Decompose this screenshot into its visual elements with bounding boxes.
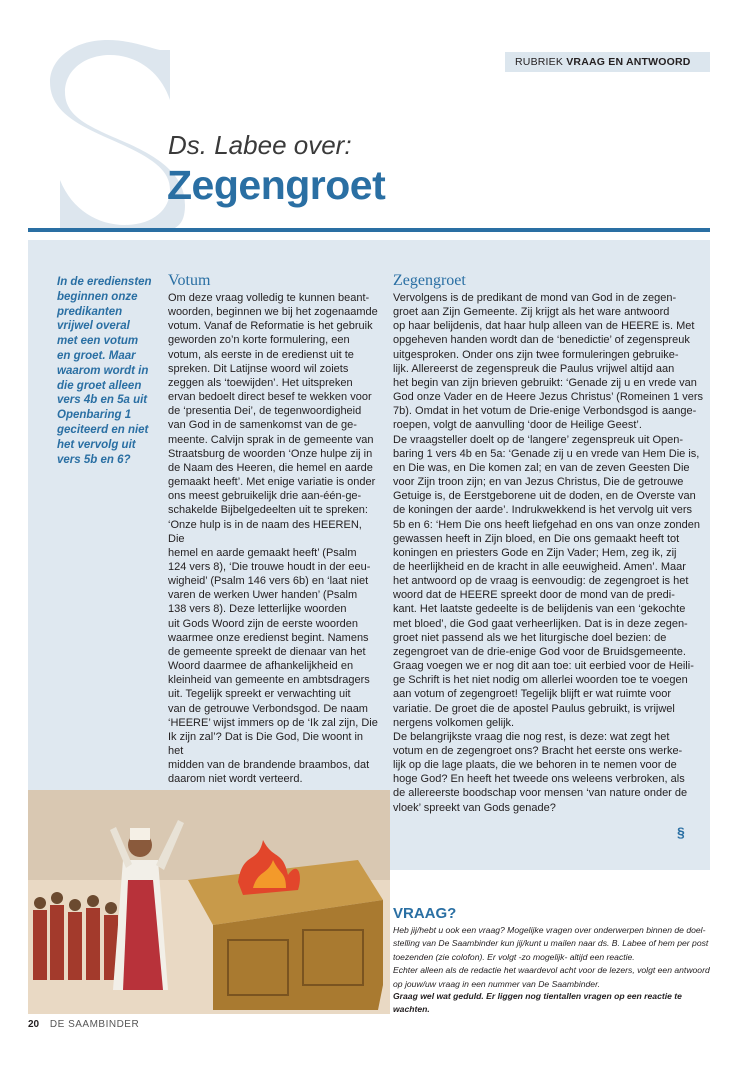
article-subtitle: Ds. Labee over: <box>168 130 352 160</box>
magazine-name: DE SAAMBINDER <box>49 1019 140 1030</box>
page-footer <box>28 1019 139 1030</box>
rubriek-label <box>505 52 710 72</box>
column1-text: Om deze vraag volledig te kunnen beant- woorden, beginnen we bij het zogenaamde votum. Vanaf de Reformatie is het gebruik geworden zo’n korte formulering, een votum, als eerste in de eredienst uit te spreken. Dit Latijnse woord wil zoiets zeggen als ‘toewijden’. Het uitspreken ervan bedoelt direct besef te wekken voor de ‘presentia Dei’, de tegenwoordigheid van God in de samenkomst van de ge- meente. Calvijn sprak in de gemeente van Straatsburg de woorden ‘Onze hulpe zij in de Naam des Heeren, die hemel en aarde gemaakt heeft’. Met enige variatie is onder ons meest gebruikelijk drie aan-één-ge- schakelde Bijbelgedeelten uit te spreken: ‘Onze hulp is in de naam des HEEREN, Die hemel en aarde gemaakt heeft’ (Psalm 124 vers 8), ‘Die trouwe houdt in der eeu- wigheid’ (Psalm 146 vers 6b) en ‘laat niet varen de werken Uwer handen’ (Psalm 138 vers 8). Deze letterlijke woorden uit Gods Woord zijn de eerste woorden waarmee onze eredienst begint. Namens de gemeente spreekt de dienaar van het Woord daarmee de afhankelijkheid en kleinheid van gemeente en ambtsdragers uit. Tegelijk spreekt er verwachting uit van de getrouwe Verbondsgod. De naam ‘HEERE’ wijst immers op de ‘Ik zal zijn, Die Ik zijn zal’? Dat is Die God, Die woont in het midden van de brandende braambos, dat daarom niet wordt verteerd. <box>168 292 378 786</box>
vraag-note: Graag wel wat geduld. Er liggen nog tientallen vragen op een reactie te wachten. <box>393 991 682 1015</box>
rubriek-prefix: RUBRIEK <box>515 56 564 68</box>
vraag-text: Heb jij/hebt u ook een vraag? Mogelijke vragen over onderwerpen binnen de doel- stelling van De Saambinder kun jij/kunt u mailen naar ds. B. Labee of hem per post toezenden (zie colofon). Er volgt -zo mogelijk- altijd een reactie. Echter alleen als de redactie het waardevol acht voor de lezers, volgt een antwoord op jouw/uw vraag in een nummer van De Saambinder. <box>393 925 710 989</box>
title-divider <box>28 228 710 232</box>
rubriek-title: VRAAG EN ANTWOORD <box>566 56 691 68</box>
article-title: Zegengroet <box>167 162 386 208</box>
end-mark-icon: § <box>677 824 685 840</box>
column2-heading: Zegengroet <box>393 272 466 289</box>
column1-heading: Votum <box>168 272 211 289</box>
page-number: 20 <box>28 1019 40 1030</box>
vraag-heading: VRAAG? <box>393 905 457 922</box>
column2-text: Vervolgens is de predikant de mond van God in de zegen- groet aan Zijn Gemeente. Zij krijgt als het ware antwoord op haar belijdenis, dat haar hulp alleen van de HEERE is. Met opgeheven handen wordt dan de ‘benedictie’ of zegenspreuk uitgesproken. Onder ons zijn twee formuleringen gebruike- lijk. Allereerst de zegenspreuk die Paulus vrijwel altijd aan het begin van zijn brieven gebruikt: ‘Genade zij u en vrede van God onze Vader en de Heere Jezus Christus’ (Romeinen 1 vers 7b). Omdat in het votum de Drie-enige Verbondsgod is aange- roepen, volgt de aanvulling ‘door de Heilige Geest’. De vraagsteller doelt op de ‘langere’ zegenspreuk uit Open- baring 1 vers 4b en 5a: ‘Genade zij u en vrede van Hem Die is, en Die was, en Die komen zal; en van de zeven Geesten Die voor Zijn troon zijn; en van Jezus Christus, Die de getrouwe Getuige is, de Eerstgeborene uit de doden, en de Overste van de koningen der aarde’. Indrukwekkend is het vervolg uit vers 5b en 6: ‘Hem Die ons heeft liefgehad en ons van onze zonden gewassen heeft in Zijn bloed, en Die ons gemaakt heeft tot koningen en priesters Gode en Zijn Vader; Hem, zeg ik, zij de heerlijkheid en de kracht in alle eeuwigheid. Amen’. Maar het antwoord op de vraag is eenvoudig: de zegengroet is het woord dat de HEERE spreekt door de mond van de predi- kant. Het laatste gedeelte is de belijdenis van een ‘gekochte met bloed’, die God gaat verheerlijken. Dat is in deze zegen- groet niet passend als we het liturgische doel bezien: de zegengroet van de drie-enige God voor de Bruidsgemeente. Graag voegen we er nog dit aan toe: uit eerbied voor de Heili- ge Schrift is het niet nodig om allerlei woorden toe te voegen aan votum of zegengroet! Tegelijk blijft er wat ruimte voor variatie. De groet die de apostel Paulus gebruikt, is vrijwel nergens volkomen gelijk. De belangrijkste vraag die nog rest, is deze: wat zegt het votum en de zegengroet ons? Bracht het eerste ons werke- lijk op die lage plaats, die we behoren in te nemen voor de hoge God? En heeft het tweede ons weleens verbroken, als de allereerste boodschap voor mensen ‘van nature onder de vloek’ spreekt van Gods genade? <box>393 292 703 814</box>
intro-question: In de erediensten beginnen onze predikanten vrijwel overal met een votum en groet. Maar waarom wordt in die groet alleen vers 4b en 5a uit Openbaring 1 geciteerd en niet het vervolg uit vers 5b en 6? <box>57 276 152 466</box>
altar-illustration <box>28 790 390 1014</box>
